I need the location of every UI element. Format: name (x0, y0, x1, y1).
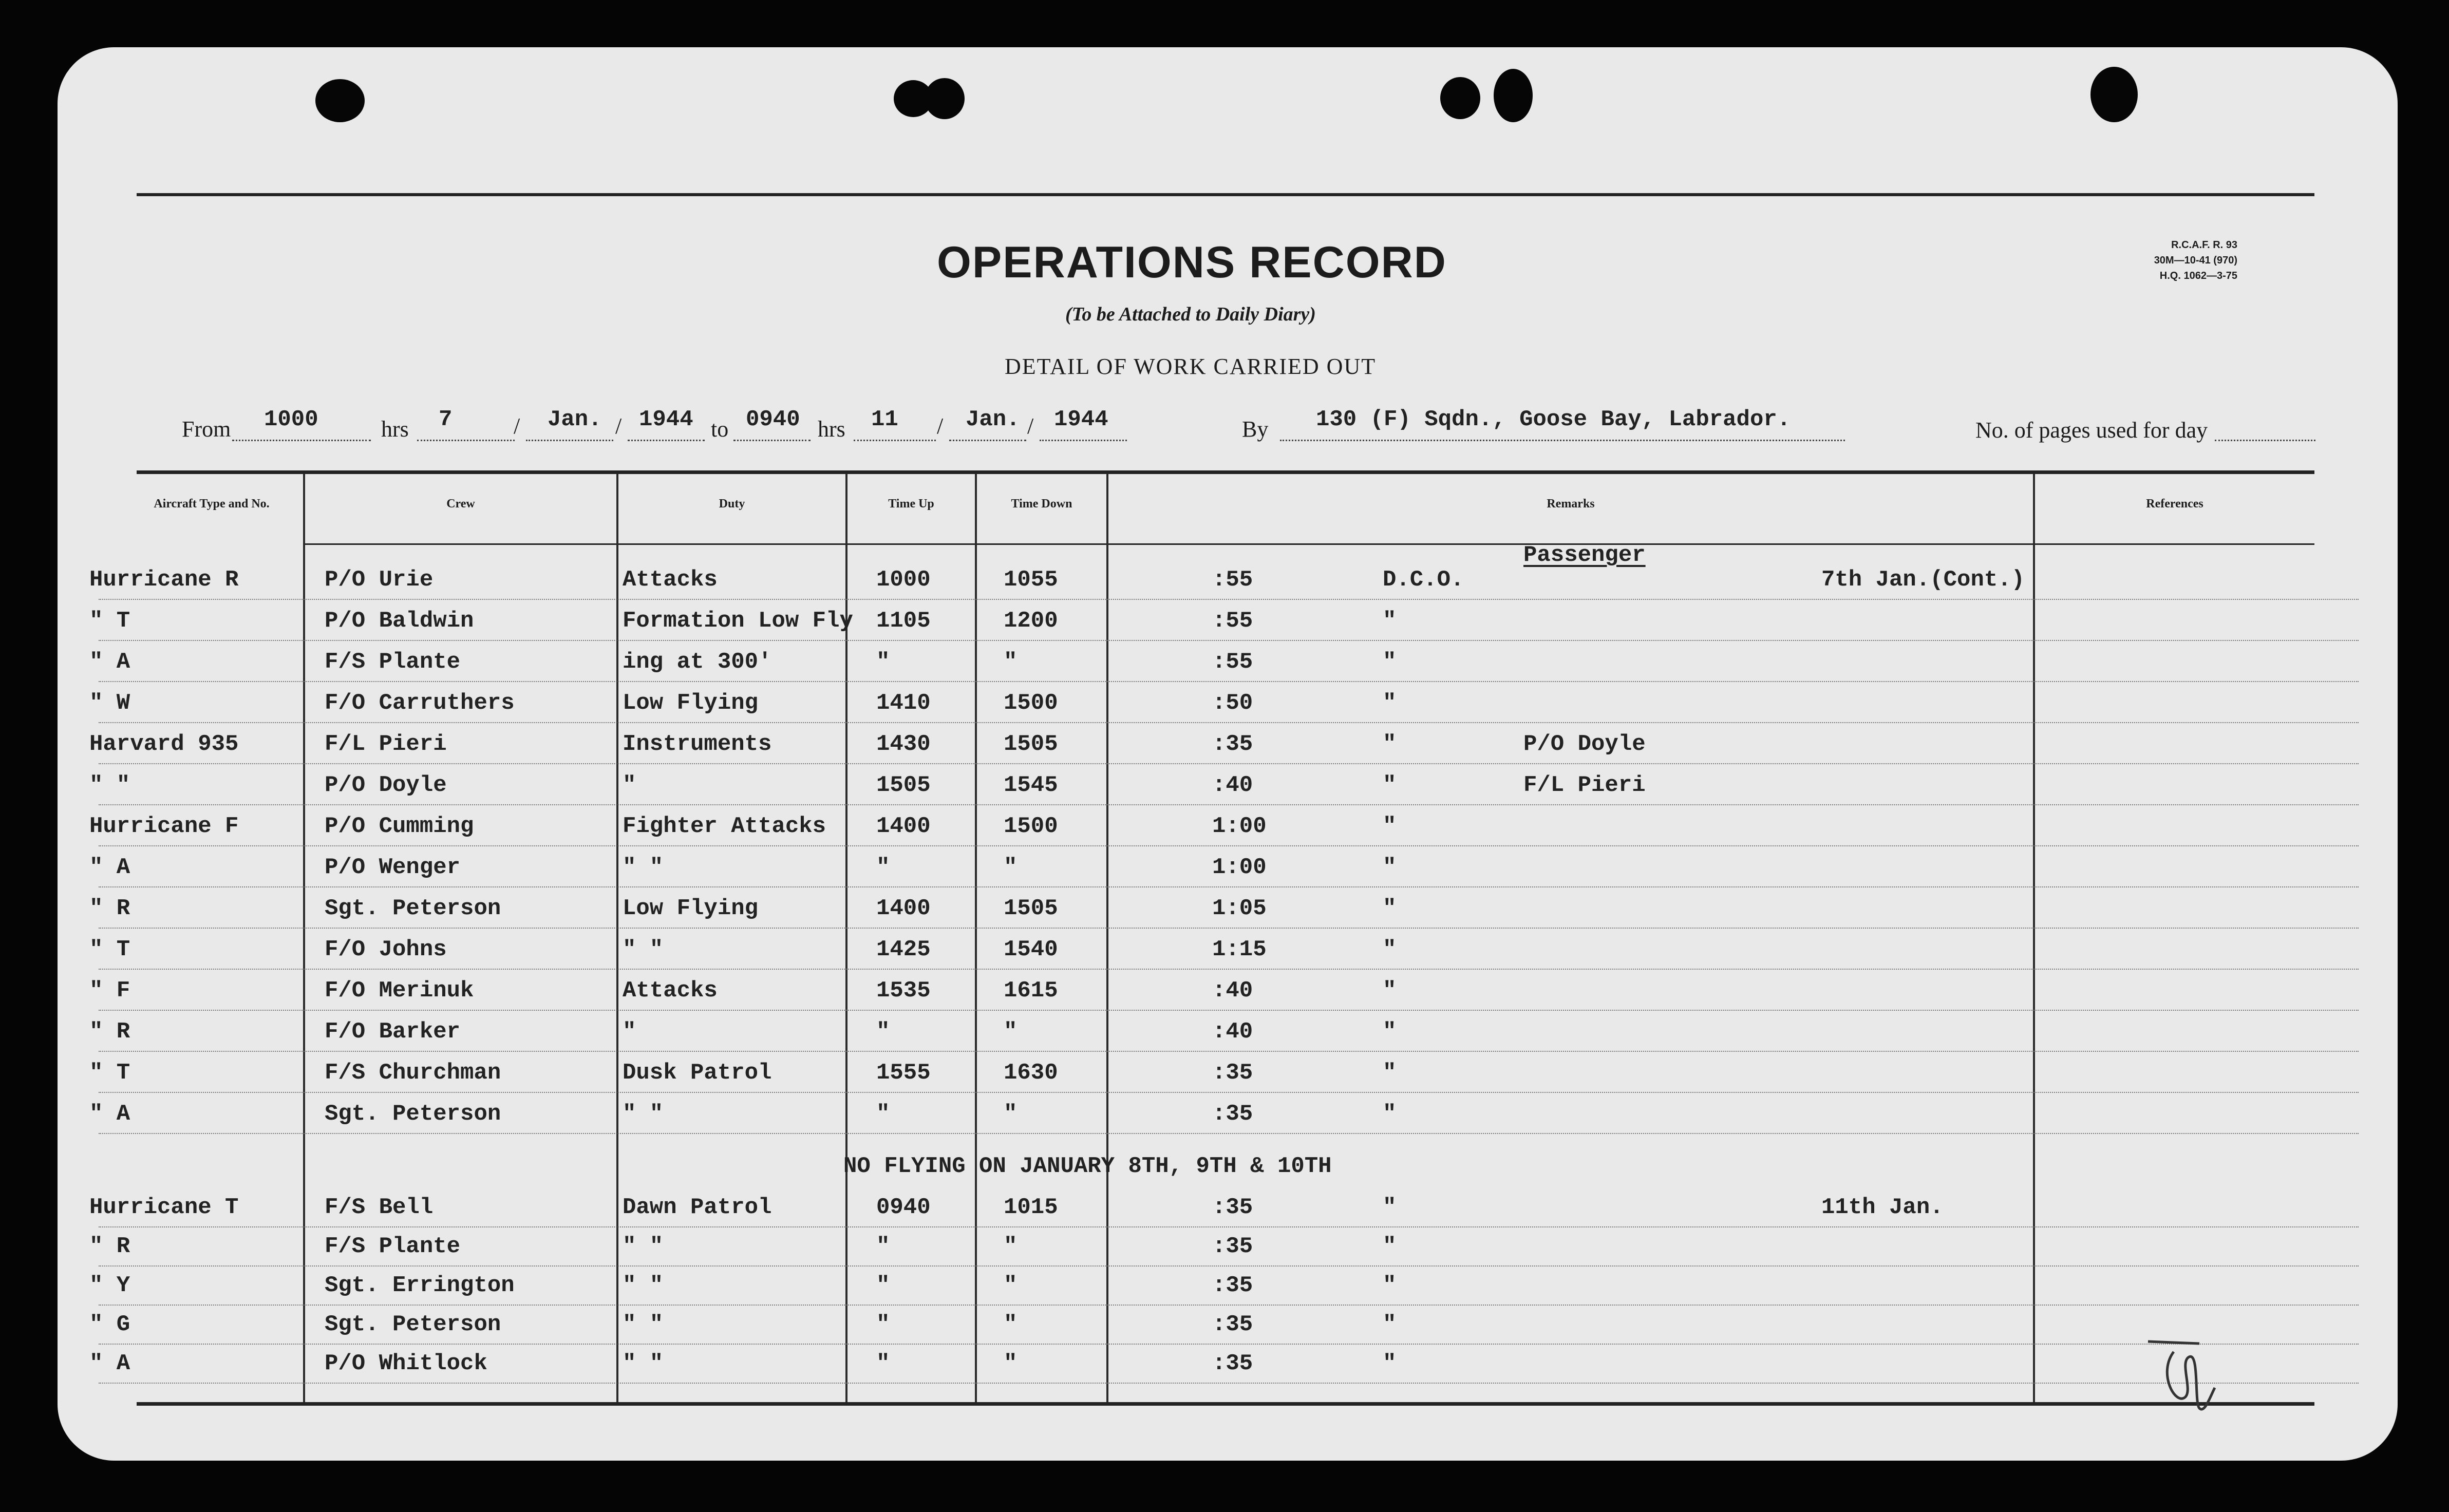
row-aircraft: Hurricane T (89, 1195, 239, 1220)
row-time-up: 1430 (876, 731, 931, 757)
row-divider (99, 1344, 2359, 1345)
top-rule (137, 193, 2314, 196)
row-duty: " " (623, 1101, 664, 1127)
row-duration: :35 (1212, 1060, 1253, 1086)
row-time-down: " (1004, 1351, 1018, 1376)
row-duty: Instruments (623, 731, 772, 757)
row-crew: P/O Urie (325, 567, 434, 593)
row-note: 7th Jan.(Cont.) (1821, 567, 2025, 593)
to-label: to (711, 417, 729, 442)
date-slash: / (514, 413, 520, 439)
punch-hole (2090, 67, 2138, 122)
row-dco: " (1383, 1195, 1397, 1220)
row-duration: 1:05 (1212, 896, 1267, 921)
punch-hole (1494, 69, 1533, 122)
punch-hole (925, 78, 965, 119)
row-divider (99, 969, 2359, 970)
signature-mark (2143, 1331, 2246, 1434)
from-label: From (182, 417, 231, 442)
row-time-down: " (1004, 1273, 1018, 1298)
row-duration: :40 (1212, 978, 1253, 1004)
row-time-up: " (876, 1273, 890, 1298)
row-time-up: " (876, 1351, 890, 1376)
row-divider (99, 681, 2359, 682)
row-aircraft: Hurricane F (89, 814, 239, 839)
row-dco: " (1383, 1234, 1397, 1259)
row-divider (99, 722, 2359, 723)
row-aircraft: " A (89, 1351, 130, 1376)
row-time-up: " (876, 855, 890, 880)
form-reference (2145, 237, 2237, 284)
row-duty: Formation Low Fly (623, 608, 853, 634)
row-duty: " " (623, 1273, 664, 1298)
row-time-up: " (876, 649, 890, 675)
date-slash: / (937, 413, 944, 439)
row-aircraft: " R (89, 896, 130, 921)
header-rule (304, 543, 2314, 545)
row-time-up: 1410 (876, 690, 931, 716)
row-duration: 1:00 (1212, 855, 1267, 880)
by-label: By (1242, 417, 1269, 442)
row-time-down: 1615 (1004, 978, 1058, 1004)
row-duty: Fighter Attacks (623, 814, 826, 839)
form-ref-line: H.Q. 1062—3-75 (2159, 270, 2237, 281)
table-bottom-rule (137, 1402, 2314, 1406)
date-slash: / (615, 413, 622, 439)
row-time-down: 1500 (1004, 814, 1058, 839)
row-aircraft: " R (89, 1019, 130, 1045)
row-time-up: 1425 (876, 937, 931, 962)
to-year: 1944 (1054, 407, 1108, 432)
remarks-passenger-heading: Passenger (1523, 542, 1646, 568)
row-aircraft: " W (89, 690, 130, 716)
row-time-down: " (1004, 855, 1018, 880)
date-slash: / (1027, 413, 1034, 439)
row-divider (99, 928, 2359, 929)
row-aircraft: " A (89, 855, 130, 880)
row-duty: " " (623, 1312, 664, 1337)
row-aircraft: " G (89, 1312, 130, 1337)
row-aircraft: " R (89, 1234, 130, 1259)
operations-record-card (58, 47, 2398, 1461)
row-time-up: 1505 (876, 772, 931, 798)
row-dco: " (1383, 814, 1397, 839)
row-time-down: 1500 (1004, 690, 1058, 716)
row-aircraft: " T (89, 1060, 130, 1086)
row-divider (99, 1383, 2359, 1384)
row-divider (99, 1305, 2359, 1306)
row-crew: F/S Plante (325, 1234, 461, 1259)
row-duty: " (623, 1019, 636, 1045)
row-crew: F/O Barker (325, 1019, 461, 1045)
row-dco: " (1383, 1101, 1397, 1127)
row-passenger: F/L Pieri (1523, 772, 1646, 798)
row-dco: " (1383, 978, 1397, 1004)
column-header-crew: Crew (446, 497, 475, 511)
row-duration: :50 (1212, 690, 1253, 716)
row-crew: Sgt. Peterson (325, 1312, 501, 1337)
row-duration: 1:00 (1212, 814, 1267, 839)
punch-hole (1440, 77, 1480, 119)
row-crew: P/O Doyle (325, 772, 447, 798)
column-divider (1106, 474, 1108, 1402)
page-subtitle: (To be Attached to Daily Diary) (1065, 304, 1316, 325)
row-time-up: 1105 (876, 608, 931, 634)
column-header-time-down: Time Down (1011, 497, 1072, 511)
row-divider (99, 804, 2359, 805)
row-duty: Dawn Patrol (623, 1195, 772, 1220)
row-divider (99, 640, 2359, 641)
row-time-up: 1000 (876, 567, 931, 593)
row-time-down: 1630 (1004, 1060, 1058, 1086)
row-time-up: " (876, 1312, 890, 1337)
row-duration: :35 (1212, 731, 1253, 757)
punch-hole (315, 79, 365, 122)
row-duration: :35 (1212, 1195, 1253, 1220)
row-dco: " (1383, 896, 1397, 921)
row-aircraft: " T (89, 608, 130, 634)
to-day: 11 (871, 407, 898, 432)
row-crew: P/O Baldwin (325, 608, 474, 634)
row-aircraft: Harvard 935 (89, 731, 239, 757)
column-divider (303, 474, 305, 1402)
row-crew: F/S Bell (325, 1195, 434, 1220)
row-divider (99, 1092, 2359, 1093)
row-duration: :35 (1212, 1101, 1253, 1127)
column-divider (2033, 474, 2035, 1402)
row-time-up: 0940 (876, 1195, 931, 1220)
unit-name: 130 (F) Sqdn., Goose Bay, Labrador. (1316, 407, 1791, 432)
from-year: 1944 (639, 407, 693, 432)
page-title: OPERATIONS RECORD (937, 238, 1447, 287)
row-time-down: " (1004, 1101, 1018, 1127)
row-aircraft: " F (89, 978, 130, 1004)
row-duration: :40 (1212, 1019, 1253, 1045)
row-crew: P/O Wenger (325, 855, 461, 880)
row-dco: " (1383, 1273, 1397, 1298)
row-dco: " (1383, 690, 1397, 716)
row-duty: Attacks (623, 978, 718, 1004)
row-divider (99, 1010, 2359, 1011)
row-duration: :55 (1212, 608, 1253, 634)
from-day: 7 (439, 407, 453, 432)
row-time-down: " (1004, 1234, 1018, 1259)
column-divider (616, 474, 618, 1402)
row-aircraft: " Y (89, 1273, 130, 1298)
row-duration: :35 (1212, 1234, 1253, 1259)
row-divider (99, 599, 2359, 600)
row-duty: " (623, 772, 636, 798)
row-dco: " (1383, 772, 1397, 798)
row-duty: Dusk Patrol (623, 1060, 772, 1086)
row-duration: 1:15 (1212, 937, 1267, 962)
row-crew: F/O Carruthers (325, 690, 515, 716)
column-header-remarks: Remarks (1547, 497, 1595, 511)
row-duration: :55 (1212, 567, 1253, 593)
row-time-up: " (876, 1019, 890, 1045)
row-crew: F/S Churchman (325, 1060, 501, 1086)
row-duty: " " (623, 1234, 664, 1259)
row-time-down: " (1004, 1019, 1018, 1045)
to-time: 0940 (746, 407, 800, 432)
row-time-up: 1400 (876, 896, 931, 921)
row-aircraft: " A (89, 649, 130, 675)
form-ref-line: 30M—10-41 (970) (2154, 255, 2237, 266)
row-dco: " (1383, 649, 1397, 675)
row-time-down: 1505 (1004, 896, 1058, 921)
row-duty: " " (623, 855, 664, 880)
column-header-time-up: Time Up (888, 497, 934, 511)
row-time-up: 1400 (876, 814, 931, 839)
pages-label: No. of pages used for day (1975, 418, 2208, 443)
hrs-label: hrs (381, 417, 409, 442)
row-crew: Sgt. Errington (325, 1273, 515, 1298)
row-note: 11th Jan. (1821, 1195, 1944, 1220)
row-aircraft: " " (89, 772, 130, 798)
row-duty: " " (623, 1351, 664, 1376)
row-duty: Low Flying (623, 896, 759, 921)
hrs-label: hrs (818, 417, 845, 442)
from-month: Jan. (548, 407, 602, 432)
row-dco: " (1383, 1019, 1397, 1045)
row-time-down: " (1004, 649, 1018, 675)
row-time-down: " (1004, 1312, 1018, 1337)
row-duration: :40 (1212, 772, 1253, 798)
row-duty: ing at 300' (623, 649, 772, 675)
row-time-down: 1200 (1004, 608, 1058, 634)
row-divider (99, 845, 2359, 846)
row-divider (99, 1133, 2359, 1134)
from-time: 1000 (264, 407, 318, 432)
row-duration: :55 (1212, 649, 1253, 675)
row-crew: F/O Johns (325, 937, 447, 962)
row-time-down: 1015 (1004, 1195, 1058, 1220)
row-crew: F/L Pieri (325, 731, 447, 757)
row-crew: Sgt. Peterson (325, 896, 501, 921)
row-aircraft: " A (89, 1101, 130, 1127)
detail-heading: DETAIL OF WORK CARRIED OUT (1005, 354, 1377, 379)
column-divider (975, 474, 977, 1402)
row-aircraft: " T (89, 937, 130, 962)
row-time-down: 1545 (1004, 772, 1058, 798)
row-divider (99, 1051, 2359, 1052)
column-header-aircraft: Aircraft Type and No. (154, 497, 270, 511)
row-time-up: 1555 (876, 1060, 931, 1086)
row-dco: " (1383, 937, 1397, 962)
row-crew: P/O Cumming (325, 814, 474, 839)
no-flying-note: NO FLYING ON JANUARY 8TH, 9TH & 10TH (843, 1154, 1332, 1179)
row-crew: P/O Whitlock (325, 1351, 487, 1376)
row-dco: " (1383, 731, 1397, 757)
row-crew: Sgt. Peterson (325, 1101, 501, 1127)
table-top-rule (137, 470, 2314, 474)
row-divider (99, 1265, 2359, 1267)
row-duration: :35 (1212, 1312, 1253, 1337)
to-month: Jan. (966, 407, 1020, 432)
form-ref-line: R.C.A.F. R. 93 (2171, 239, 2237, 251)
row-dco: D.C.O. (1383, 567, 1464, 593)
row-time-up: 1535 (876, 978, 931, 1004)
row-aircraft: Hurricane R (89, 567, 239, 593)
column-header-duty: Duty (719, 497, 745, 511)
row-time-down: 1505 (1004, 731, 1058, 757)
row-duty: Attacks (623, 567, 718, 593)
row-duty: " " (623, 937, 664, 962)
row-time-up: " (876, 1101, 890, 1127)
column-header-references: References (2146, 497, 2203, 511)
row-crew: F/S Plante (325, 649, 461, 675)
row-dco: " (1383, 608, 1397, 634)
row-time-up: " (876, 1234, 890, 1259)
row-dco: " (1383, 1351, 1397, 1376)
row-passenger: P/O Doyle (1523, 731, 1646, 757)
row-dco: " (1383, 1312, 1397, 1337)
row-time-down: 1055 (1004, 567, 1058, 593)
row-divider (99, 1226, 2359, 1227)
row-duration: :35 (1212, 1351, 1253, 1376)
row-time-down: 1540 (1004, 937, 1058, 962)
row-duty: Low Flying (623, 690, 759, 716)
row-dco: " (1383, 855, 1397, 880)
row-divider (99, 763, 2359, 764)
row-dco: " (1383, 1060, 1397, 1086)
row-crew: F/O Merinuk (325, 978, 474, 1004)
row-divider (99, 886, 2359, 887)
row-duration: :35 (1212, 1273, 1253, 1298)
